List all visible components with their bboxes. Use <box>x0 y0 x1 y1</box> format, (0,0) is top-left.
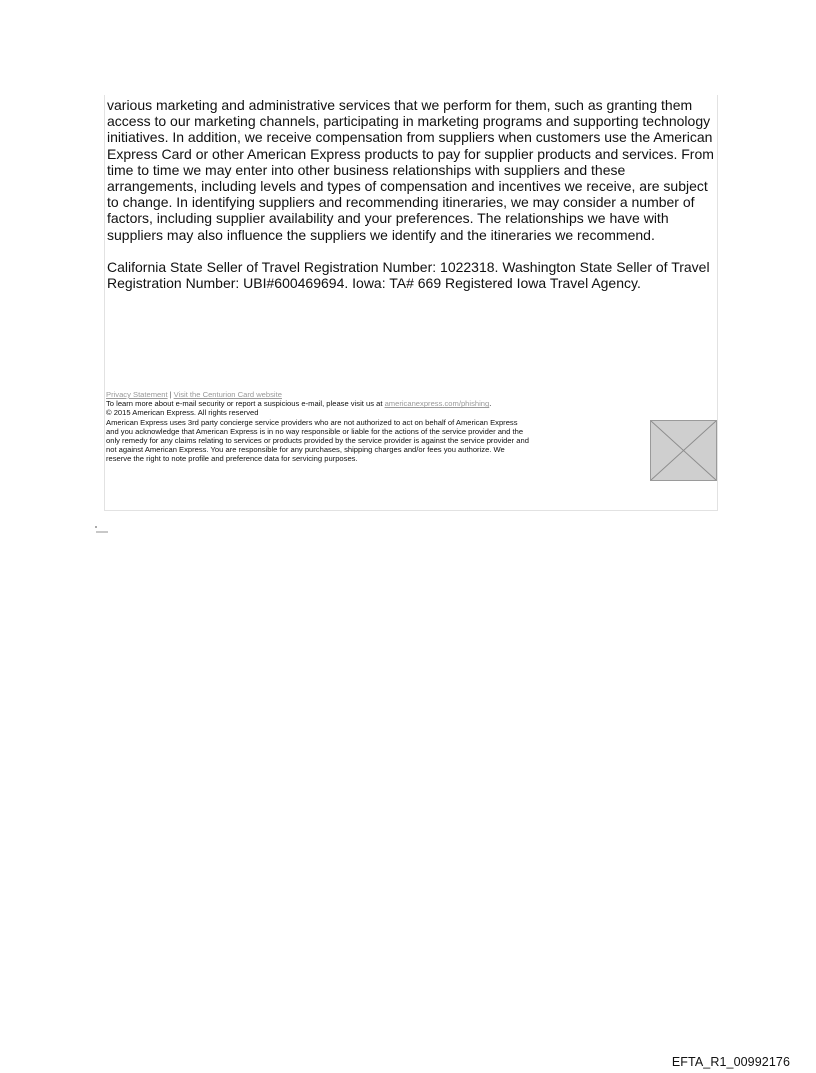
footer-links-row <box>106 390 650 399</box>
stray-mark-icon <box>95 525 109 533</box>
email-footer <box>106 390 650 464</box>
disclaimer-line: only remedy for any claims relating to services or products provided by the service provider is against the service provider and <box>106 436 529 446</box>
supplier-relationships-paragraph: various marketing and administrative services that we perform for them, such as granting them access to our marketing channels, participating in marketing programs and supporting technology initiatives. In addition, we receive compensation from suppliers when customers use the American Express Card or other American Express products to pay for supplier products and services. From time to time we may enter into other business relationships with suppliers and these arrangements, including levels and types of compensation and incentives we receive, are subject to change. In identifying suppliers and recommending itineraries, we may consider a number of factors, including supplier availability and your preferences. The relationships we have with suppliers may also influence the suppliers we identify and the itineraries we recommend. <box>107 97 714 243</box>
email-security-line <box>106 399 650 408</box>
centurion-card-website-link[interactable]: Visit the Centurion Card website <box>173 390 282 399</box>
privacy-statement-link[interactable]: Privacy Statement <box>106 390 168 399</box>
seller-of-travel-paragraph: California State Seller of Travel Registration Number: 1022318. Washington State Seller of Travel Registration Number: UBI#600469694. Iowa: TA# 669 Registered Iowa Travel Agency. <box>107 259 710 292</box>
document-id-label: EFTA_R1_00992176 <box>671 1055 790 1069</box>
disclaimer-line: and you acknowledge that American Express is in no way responsible or liable for the actions of the service provider and the <box>106 426 524 436</box>
email-security-text: To learn more about e-mail security or report a suspicious e-mail, please visit us at <box>106 399 385 409</box>
disclaimer-line: American Express uses 3rd party concierge service providers who are not authorized to act on behalf of American Express <box>106 417 518 427</box>
phishing-link[interactable]: americanexpress.com/phishing <box>384 399 490 409</box>
image-placeholder-icon <box>651 421 716 480</box>
disclaimer-line: not against American Express. You are responsible for any purchases, shipping charges and/or fees you authorize. We <box>106 445 505 455</box>
email-security-end: . <box>489 399 492 409</box>
disclaimer-line: reserve the right to note profile and preference data for servicing purposes. <box>106 454 358 464</box>
broken-image-placeholder <box>650 420 717 481</box>
copyright-text: © 2015 American Express. All rights reserved <box>106 408 259 418</box>
link-separator: | <box>169 390 172 399</box>
